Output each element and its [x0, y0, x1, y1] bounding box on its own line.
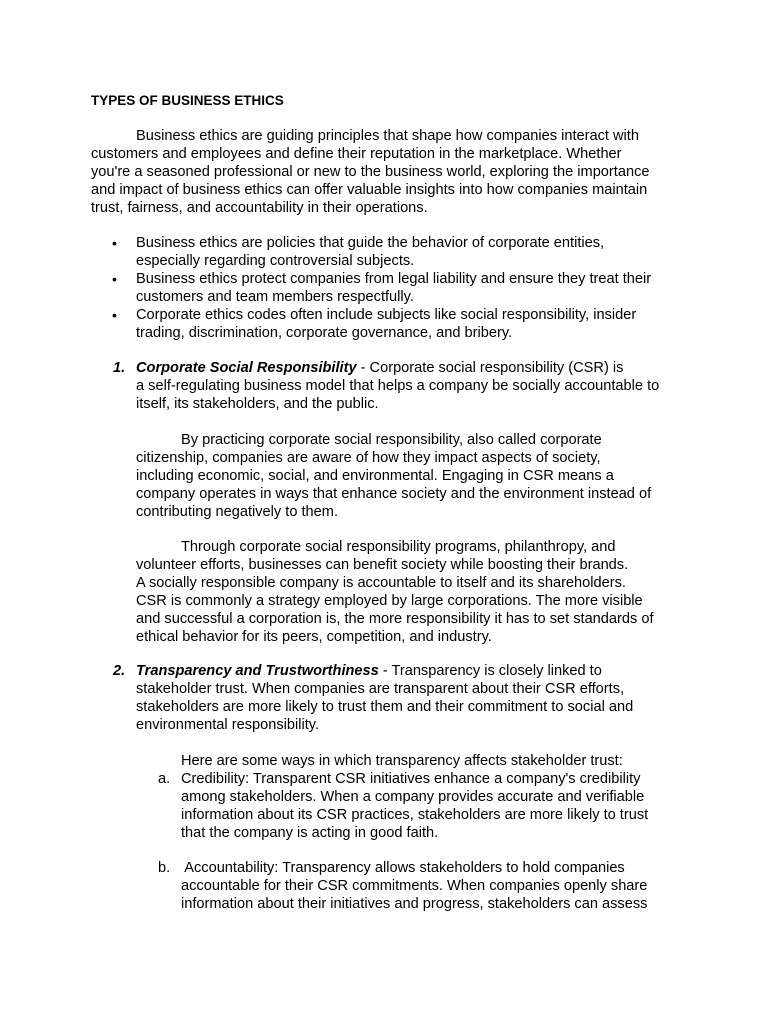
paragraph-line: CSR is commonly a strategy employed by large corporations. The more visible: [136, 593, 643, 609]
paragraph-line: contributing negatively to them.: [136, 504, 338, 520]
section-number: 1.: [113, 360, 126, 376]
section-line: stakeholders are more likely to trust them and their commitment to social and: [136, 699, 634, 715]
intro-line: and impact of business ethics can offer valuable insights into how companies maintain: [91, 182, 648, 198]
paragraph-line: company operates in ways that enhance society and the environment instead of: [136, 486, 652, 502]
bullet-line: especially regarding controversial subjects.: [136, 253, 415, 269]
item-line: information about its CSR practices, stakeholders are more likely to trust: [181, 807, 649, 823]
section-heading-line: [136, 662, 602, 680]
bullet-line: Business ethics are policies that guide the behavior of corporate entities,: [136, 235, 605, 251]
section-number: 2.: [113, 663, 126, 679]
intro-line: trust, fairness, and accountability in their operations.: [91, 200, 428, 216]
section-line: itself, its stakeholders, and the public.: [136, 396, 379, 412]
paragraph-line: and successful a corporation is, the more responsibility it has to set standards of: [136, 611, 654, 627]
item-line: that the company is acting in good faith.: [181, 825, 439, 841]
paragraph-line: ethical behavior for its peers, competition, and industry.: [136, 629, 492, 645]
intro-line: Business ethics are guiding principles that shape how companies interact with: [136, 128, 639, 144]
bullet-line: Corporate ethics codes often include subjects like social responsibility, insider: [136, 307, 637, 323]
item-line: Credibility: Transparent CSR initiatives enhance a company's credibility: [181, 771, 641, 787]
item-letter: a.: [158, 771, 171, 787]
section-line: a self-regulating business model that helps a company be socially accountable to: [136, 378, 660, 394]
item-line: accountable for their CSR commitments. When companies openly share: [181, 878, 648, 894]
section-line: stakeholder trust. When companies are transparent about their CSR efforts,: [136, 681, 625, 697]
bullet-icon: •: [112, 235, 117, 251]
paragraph-line: Through corporate social responsibility programs, philanthropy, and: [181, 539, 616, 555]
bullet-icon: •: [112, 307, 117, 323]
paragraph-line: A socially responsible company is accountable to itself and its shareholders.: [136, 575, 626, 591]
document-title: TYPES OF BUSINESS ETHICS: [91, 93, 284, 108]
section-heading-rest: - Corporate social responsibility (CSR) is: [356, 360, 624, 376]
section-heading: Transparency and Trustworthiness: [136, 663, 379, 679]
section-heading: Corporate Social Responsibility: [136, 360, 357, 376]
bullet-line: Business ethics protect companies from legal liability and ensure they treat their: [136, 271, 652, 287]
section-line: environmental responsibility.: [136, 717, 320, 733]
item-line: among stakeholders. When a company provides accurate and verifiable: [181, 789, 645, 805]
paragraph-line: By practicing corporate social responsibility, also called corporate: [181, 432, 602, 448]
bullet-line: trading, discrimination, corporate governance, and bribery.: [136, 325, 513, 341]
paragraph-line: including economic, social, and environmental. Engaging in CSR means a: [136, 468, 614, 484]
section-intro-line: Here are some ways in which transparency affects stakeholder trust:: [181, 753, 623, 769]
bullet-line: customers and team members respectfully.: [136, 289, 414, 305]
paragraph-line: citizenship, companies are aware of how they impact aspects of society,: [136, 450, 601, 466]
section-heading-rest: - Transparency is closely linked to: [378, 663, 602, 679]
intro-line: you're a seasoned professional or new to the business world, exploring the importance: [91, 164, 650, 180]
intro-line: customers and employees and define their reputation in the marketplace. Whether: [91, 146, 622, 162]
section-heading-line: [136, 359, 623, 377]
item-letter: b.: [158, 860, 171, 876]
item-line: Accountability: Transparency allows stakeholders to hold companies: [181, 860, 625, 876]
bullet-icon: •: [112, 271, 117, 287]
paragraph-line: volunteer efforts, businesses can benefit society while boosting their brands.: [136, 557, 629, 573]
item-line: information about their initiatives and progress, stakeholders can assess: [181, 896, 648, 912]
